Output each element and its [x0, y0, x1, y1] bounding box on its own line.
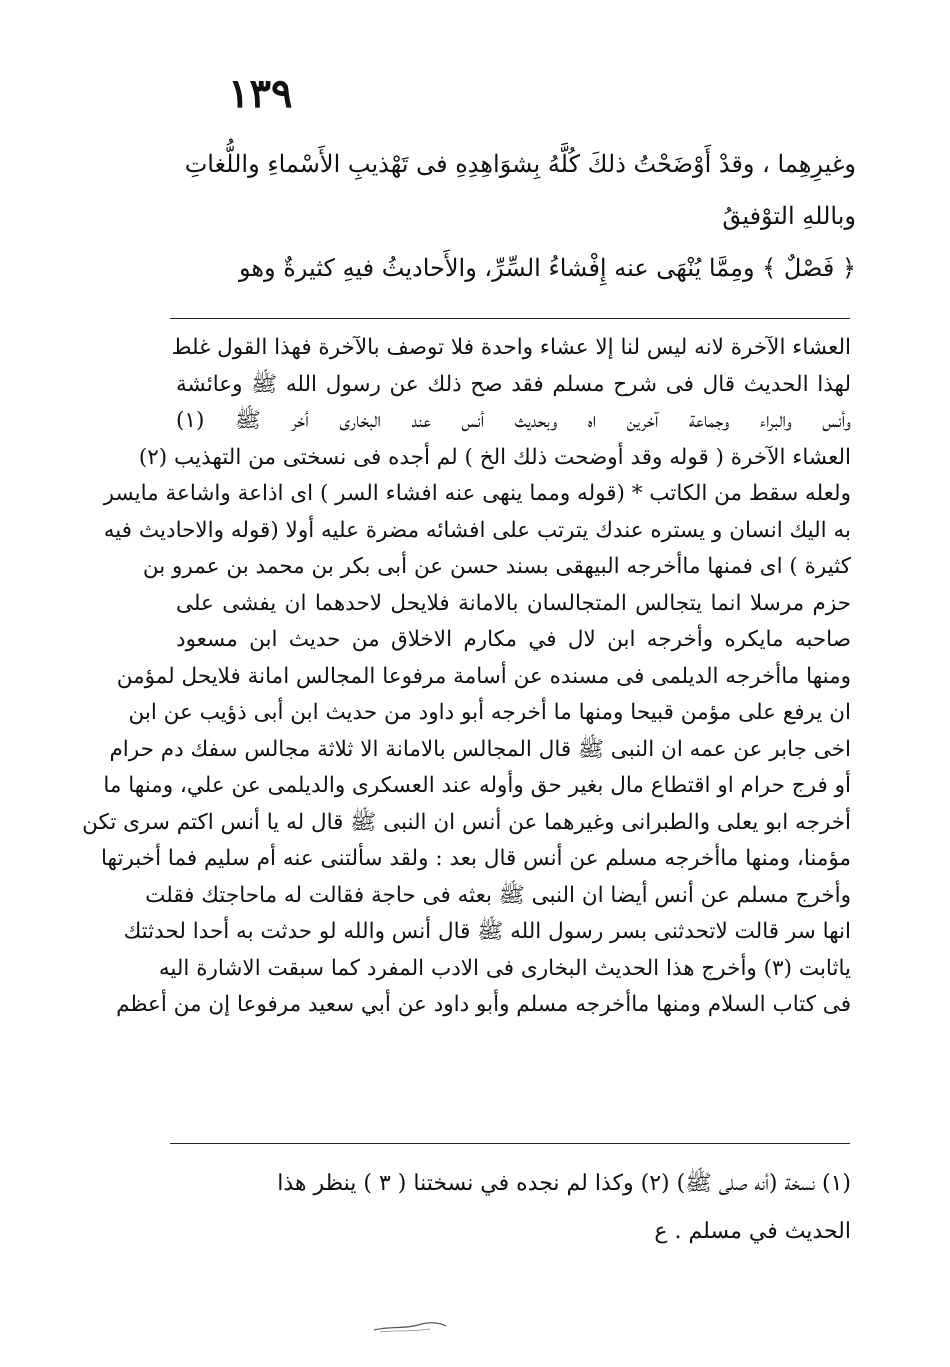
- commentary-line: وأخرج مسلم عن أنس أيضا ان النبى ﷺ بعثه فى حاجة فقالت له ماحاجتك فقلت: [145, 882, 851, 908]
- footnote-divider: [170, 1143, 850, 1144]
- commentary-line: أو فرج حرام او اقتطاع مال بغير حق وأوله عند العسكرى والديلمى عن علي، ومنها ما: [103, 773, 851, 798]
- commentary-block: [82, 330, 851, 1024]
- main-text-block: [176, 138, 856, 294]
- commentary-line: صاحبه مايكره وأخرجه ابن لال في مكارم الاخلاق من حديث ابن مسعود: [176, 627, 851, 652]
- commentary-line: فى كتاب السلام ومنها ماأخرجه مسلم وأبو داود عن أبي سعيد مرفوعا إن من أعظم: [116, 992, 851, 1017]
- footnote-line: الحديث في مسلم . ع: [654, 1219, 851, 1244]
- commentary-line: ياثابت (٣) وأخرج هذا الحديث البخارى فى الادب المفرد كما سبقت الاشارة اليه: [158, 955, 851, 981]
- commentary-line: كثيرة ) اى فمنها ماأخرجه البيهقى بسند حسن عن أبى بكر بن محمد بن عمرو بن: [142, 554, 851, 579]
- top-divider: [170, 318, 850, 319]
- commentary-line: ولعله سقط من الكاتب * (قوله ومما ينهى عنه افشاء السر ) اى اذاعة واشاعة مايسر: [103, 481, 851, 506]
- ink-smudge-mark: [370, 1320, 450, 1334]
- commentary-line: به اليك انسان و يستره عندك يترتب على افشائه مضرة عليه أولا (قوله والاحاديث فيه: [103, 517, 851, 543]
- main-text-line: وباللهِ التوْفيقُ: [722, 202, 856, 230]
- commentary-line: لهذا الحديث قال فى شرح مسلم فقد صح ذلك عن رسول الله ﷺ وعائشة: [176, 371, 851, 397]
- commentary-line: وأنس والبراء وجماعة آخرين اه وبحديث أنس عند البخارى أخر ﷺ (١): [176, 408, 851, 433]
- footnote-line: (١) نسخة (أنه صلى ﷺ) (٢) وكذا لم نجده في نسختنا ( ٣ ) ينظر هذا: [277, 1171, 851, 1196]
- commentary-line: العشاء الآخرة ( قوله وقد أوضحت ذلك الخ ) لم أجده فى نسختى من التهذيب (٢): [138, 444, 851, 470]
- main-text-line: ﴿ فَصْلٌ ﴾ ومِمَّا يُنْهَى عنه إِفْشاءُ السِّرِّ، والأَحاديثُ فيهِ كثيرةٌ وهو: [238, 254, 856, 282]
- commentary-line: مؤمنا، ومنها ماأخرجه مسلم عن أنس قال بعد : ولقد سألتنى عنه أم سليم فما أخبرتها: [101, 846, 851, 871]
- commentary-line: ان يرفع على مؤمن قبيحا ومنها ما أخرجه أبو داود من حديث ابن أبى ذؤيب عن ابن: [128, 700, 851, 725]
- footnotes-block: [176, 1160, 851, 1256]
- page-number: ١٣٩: [228, 70, 293, 117]
- main-text-line: وغيرِهِما ، وقدْ أَوْضَحْتُ ذلكَ كُلَّهُ بِشوَاهِدِهِ فى تَهْذيبِ الأَسْماءِ واللُّغاتِ: [184, 150, 856, 178]
- commentary-line: انها سر قالت لاتحدثنى بسر رسول الله ﷺ قال أنس والله لو حدثت به أحدا لحدثتك: [123, 919, 851, 944]
- commentary-line: العشاء الآخرة لانه ليس لنا إلا عشاء واحدة فلا توصف بالآخرة فهذا القول غلط: [171, 335, 851, 360]
- commentary-line: ومنها ماأخرجه الديلمى فى مسنده عن أسامة مرفوعا المجالس امانة فلايحل لمؤمن: [116, 663, 851, 689]
- commentary-line: أخرجه ابو يعلى والطبرانى وغيرهما عن أنس ان النبى ﷺ قال له يا أنس اكتم سرى تكن: [82, 809, 851, 835]
- commentary-line: حزم مرسلا انما يتجالس المتجالسان بالامانة فلايحل لاحدهما ان يفشى على: [176, 590, 851, 616]
- commentary-line: اخى جابر عن عمه ان النبى ﷺ قال المجالس بالامانة الا ثلاثة مجالس سفك دم حرام: [109, 736, 851, 762]
